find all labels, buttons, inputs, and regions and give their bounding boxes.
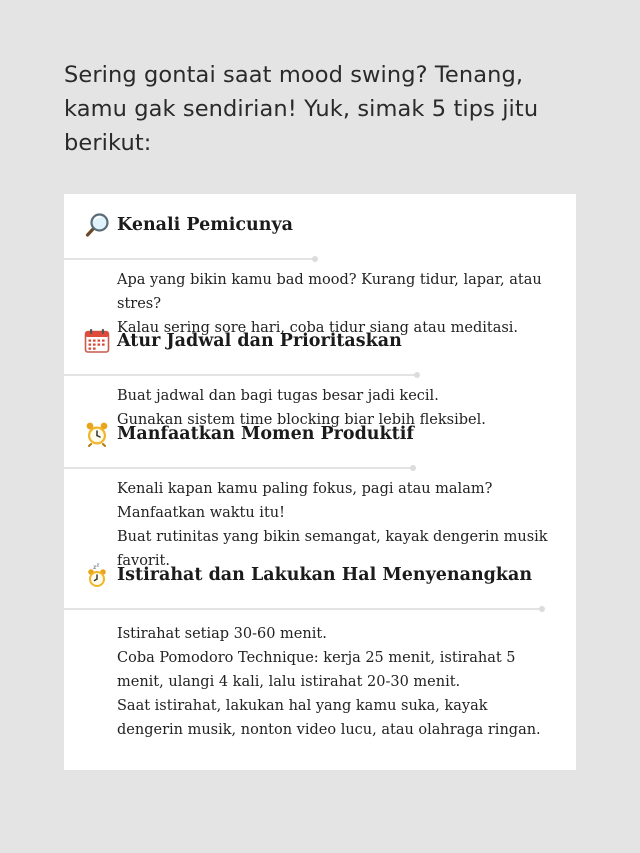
tip-title: Manfaatkan Momen Produktif bbox=[117, 424, 414, 444]
tip-line: Gunakan sistem time blocking biar lebih fleksibel. bbox=[117, 412, 486, 428]
tip-line: Coba Pomodoro Technique: kerja 25 menit, istirahat 5 menit, ulangi 4 kali, lalu istirahat 20-30 menit. bbox=[117, 650, 516, 690]
tip-header bbox=[64, 421, 576, 451]
alarm-clock-icon bbox=[84, 421, 110, 447]
tip-header bbox=[64, 328, 576, 358]
tip-line: Istirahat setiap 30-60 menit. bbox=[117, 626, 327, 642]
magnifier-icon bbox=[84, 212, 110, 238]
tip-line: Kenali kapan kamu paling fokus, pagi atau malam? Manfaatkan waktu itu! bbox=[117, 481, 493, 521]
tips-card bbox=[64, 194, 576, 770]
sleeping-clock-icon bbox=[84, 562, 110, 588]
tip-item bbox=[64, 562, 576, 738]
tip-divider bbox=[64, 258, 315, 260]
tip-header bbox=[64, 562, 576, 592]
tip-item bbox=[64, 212, 576, 336]
tip-body bbox=[117, 622, 557, 742]
svg-text:z: z bbox=[93, 564, 97, 571]
tip-divider bbox=[64, 467, 413, 469]
tip-title: Atur Jadwal dan Prioritaskan bbox=[117, 331, 402, 351]
tip-line: Buat jadwal dan bagi tugas besar jadi kecil. bbox=[117, 388, 439, 404]
tip-line: Buat rutinitas yang bikin semangat, kayak dengerin musik favorit. bbox=[117, 529, 548, 569]
calendar-icon bbox=[84, 328, 110, 354]
tip-item bbox=[64, 421, 576, 569]
tip-line: Kalau sering sore hari, coba tidur siang atau meditasi. bbox=[117, 320, 519, 336]
tip-header bbox=[64, 212, 576, 242]
tip-item bbox=[64, 328, 576, 428]
tip-title: Kenali Pemicunya bbox=[117, 215, 294, 235]
tip-divider bbox=[64, 374, 417, 376]
tip-title: Istirahat dan Lakukan Hal Menyenangkan bbox=[117, 565, 533, 585]
intro-text: Sering gontai saat mood swing? Tenang, kamu gak sendirian! Yuk, simak 5 tips jitu berikut: bbox=[64, 62, 539, 156]
tip-line: Saat istirahat, lakukan hal yang kamu suka, kayak dengerin musik, nonton video lucu, atau olahraga ringan. bbox=[117, 698, 541, 738]
tip-divider bbox=[64, 608, 542, 610]
svg-text:z: z bbox=[96, 562, 100, 569]
tip-line: Apa yang bikin kamu bad mood? Kurang tidur, lapar, atau stres? bbox=[117, 272, 542, 312]
tip-body bbox=[117, 477, 557, 573]
